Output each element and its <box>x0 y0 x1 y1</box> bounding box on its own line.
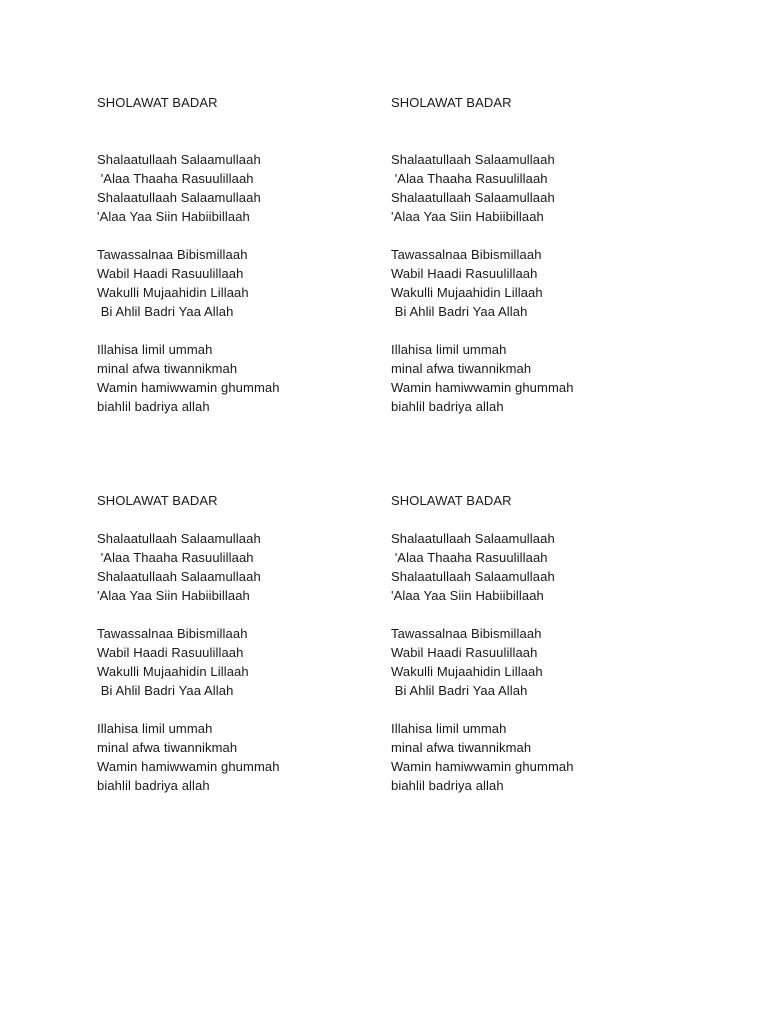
lyric-line: 'Alaa Yaa Siin Habiibillaah <box>391 209 544 224</box>
lyric-line: Shalaatullaah Salaamullaah <box>391 190 555 205</box>
lyric-line: Bi Ahlil Badri Yaa Allah <box>391 304 528 319</box>
block-title: SHOLAWAT BADAR <box>97 95 218 110</box>
lyric-line: Wamin hamiwwamin ghummah <box>391 380 574 395</box>
lyric-line: Bi Ahlil Badri Yaa Allah <box>391 683 528 698</box>
lyric-line: biahlil badriya allah <box>97 399 210 414</box>
lyric-line: 'Alaa Yaa Siin Habiibillaah <box>97 209 250 224</box>
lyric-line: minal afwa tiwannikmah <box>391 740 532 755</box>
lyric-line: Wakulli Mujaahidin Lillaah <box>97 664 249 679</box>
lyric-line: Wakulli Mujaahidin Lillaah <box>391 285 543 300</box>
lyric-line: Wamin hamiwwamin ghummah <box>97 759 280 774</box>
lyric-line: Illahisa limil ummah <box>391 721 507 736</box>
lyric-line: Wamin hamiwwamin ghummah <box>391 759 574 774</box>
lyric-line: Shalaatullaah Salaamullaah <box>391 569 555 584</box>
lyric-line: Shalaatullaah Salaamullaah <box>97 569 261 584</box>
lyric-line: Shalaatullaah Salaamullaah <box>97 531 261 546</box>
lyric-line: biahlil badriya allah <box>391 778 504 793</box>
lyric-line: Bi Ahlil Badri Yaa Allah <box>97 304 234 319</box>
lyric-line: Tawassalnaa Bibismillaah <box>97 247 248 262</box>
block-title: SHOLAWAT BADAR <box>391 95 512 110</box>
lyric-line: 'Alaa Yaa Siin Habiibillaah <box>391 588 544 603</box>
lyric-line: Wabil Haadi Rasuulillaah <box>391 645 538 660</box>
lyric-line: Wabil Haadi Rasuulillaah <box>391 266 538 281</box>
lyric-line: Illahisa limil ummah <box>97 721 213 736</box>
lyric-line: Shalaatullaah Salaamullaah <box>391 531 555 546</box>
lyric-line: Shalaatullaah Salaamullaah <box>97 152 261 167</box>
lyric-line: Tawassalnaa Bibismillaah <box>391 626 542 641</box>
lyric-line: Shalaatullaah Salaamullaah <box>97 190 261 205</box>
lyric-line: Tawassalnaa Bibismillaah <box>97 626 248 641</box>
lyric-line: 'Alaa Thaaha Rasuulillaah <box>97 550 254 565</box>
lyric-line: minal afwa tiwannikmah <box>391 361 532 376</box>
lyric-line: 'Alaa Thaaha Rasuulillaah <box>391 550 548 565</box>
lyric-line: Wakulli Mujaahidin Lillaah <box>391 664 543 679</box>
lyric-line: minal afwa tiwannikmah <box>97 740 238 755</box>
lyric-line: biahlil badriya allah <box>97 778 210 793</box>
lyric-line: 'Alaa Thaaha Rasuulillaah <box>391 171 548 186</box>
lyric-line: Bi Ahlil Badri Yaa Allah <box>97 683 234 698</box>
lyric-line: Wabil Haadi Rasuulillaah <box>97 266 244 281</box>
lyric-line: Wabil Haadi Rasuulillaah <box>97 645 244 660</box>
block-title: SHOLAWAT BADAR <box>97 493 218 508</box>
lyric-line: 'Alaa Yaa Siin Habiibillaah <box>97 588 250 603</box>
lyric-line: Illahisa limil ummah <box>391 342 507 357</box>
lyric-line: Wakulli Mujaahidin Lillaah <box>97 285 249 300</box>
lyric-line: Shalaatullaah Salaamullaah <box>391 152 555 167</box>
lyric-line: biahlil badriya allah <box>391 399 504 414</box>
lyric-line: Illahisa limil ummah <box>97 342 213 357</box>
lyric-line: minal afwa tiwannikmah <box>97 361 238 376</box>
lyric-line: Tawassalnaa Bibismillaah <box>391 247 542 262</box>
block-title: SHOLAWAT BADAR <box>391 493 512 508</box>
lyric-line: Wamin hamiwwamin ghummah <box>97 380 280 395</box>
lyric-line: 'Alaa Thaaha Rasuulillaah <box>97 171 254 186</box>
